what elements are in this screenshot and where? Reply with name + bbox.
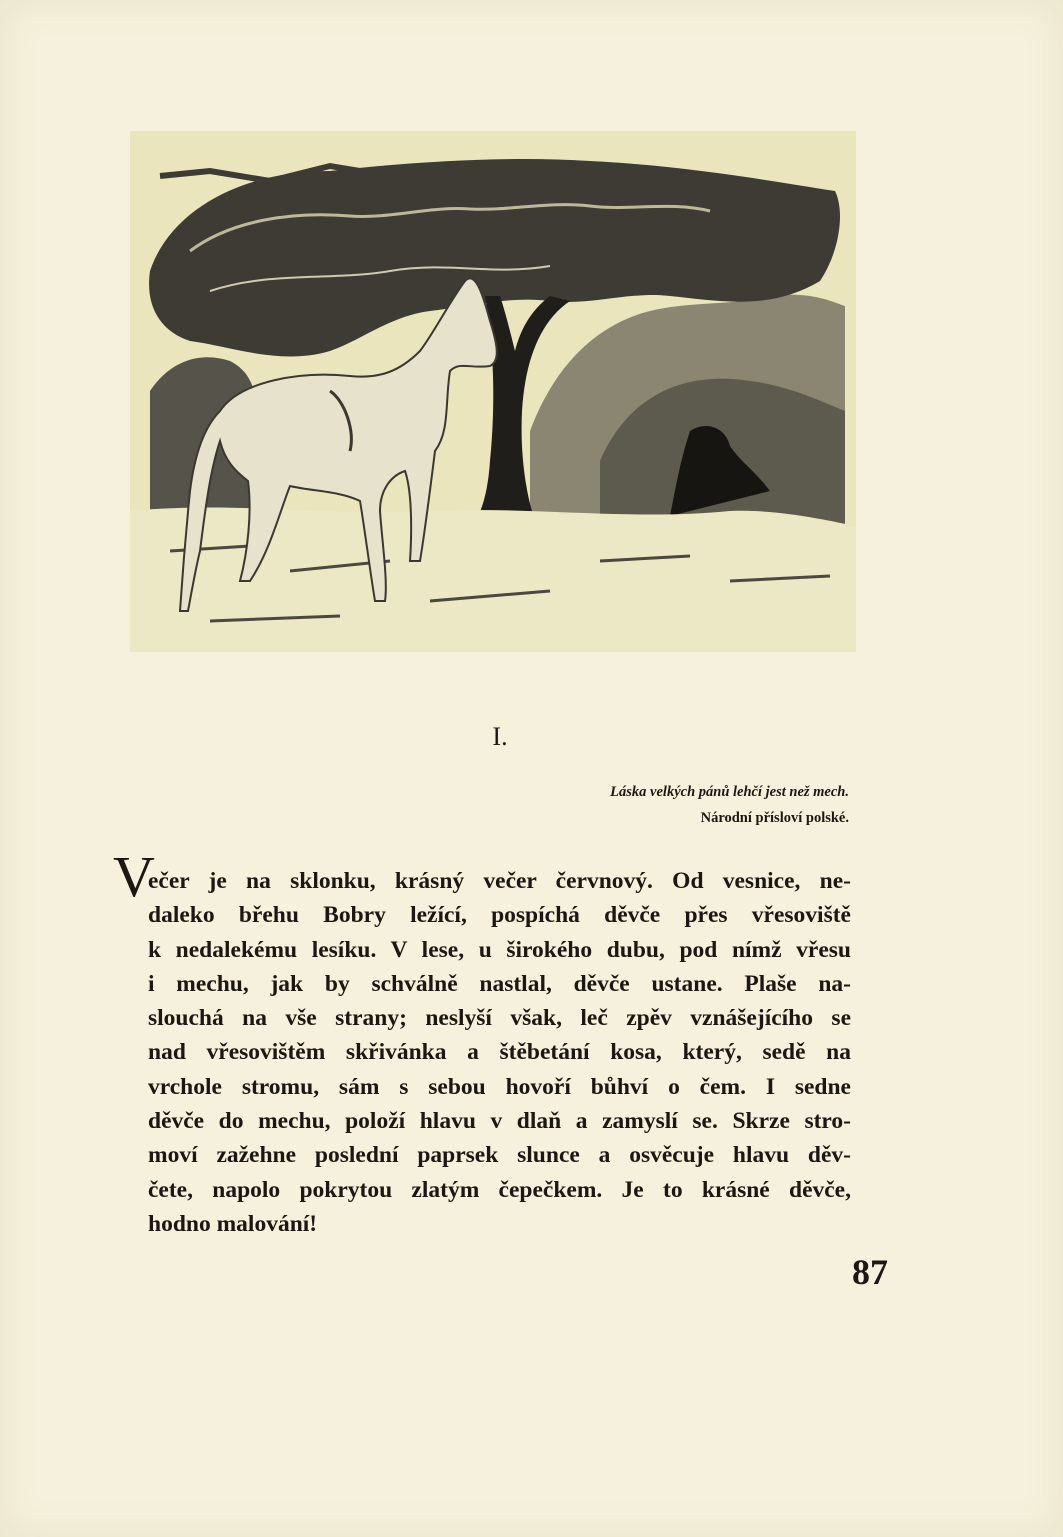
text-line: moví zažehne poslední paprsek slunce a osvěcuje hlavu děv- — [148, 1142, 851, 1169]
text-line: i mechu, jak by schválně nastlal, děvče ustane. Plaše na- — [148, 970, 851, 997]
text-line: slouchá na vše strany; neslyší však, leč zpěv vznášejícího se — [148, 1005, 851, 1032]
epigraph-source: Národní přísloví polské. — [700, 810, 849, 826]
illustration — [130, 131, 856, 652]
text-line: daleko břehu Bobry ležící, pospíchá děvče přes vřesoviště — [148, 902, 851, 929]
chapter-number: I. — [492, 722, 508, 751]
text-line: vrchole stromu, sám s sebou hovoří bůhví o čem. I sedne — [148, 1073, 851, 1100]
text-line: čete, napolo pokrytou zlatým čepečkem. Je to krásné děvče, — [148, 1176, 851, 1203]
text-line: ečer je na sklonku, krásný večer červnový. Od vesnice, ne- — [148, 868, 851, 894]
text-line: děvče do mechu, položí hlavu v dlaň a zamyslí se. Skrze stro- — [148, 1108, 851, 1135]
text-line: hodno malování! — [148, 1210, 318, 1237]
body-paragraph — [148, 864, 851, 1241]
epigraph — [610, 781, 849, 829]
drop-cap: V — [113, 844, 155, 909]
horse-under-oak-illustration-icon — [130, 131, 856, 652]
text-line: k nedalekému lesíku. V lese, u širokého dubu, pod nímž vřesu — [148, 936, 851, 963]
text-line: nad vřesovištěm skřivánka a štěbetání kosa, který, sedě na — [148, 1039, 851, 1066]
page-number: 87 — [852, 1252, 888, 1292]
epigraph-quote: Láska velkých pánů lehčí jest než mech. — [610, 784, 849, 800]
